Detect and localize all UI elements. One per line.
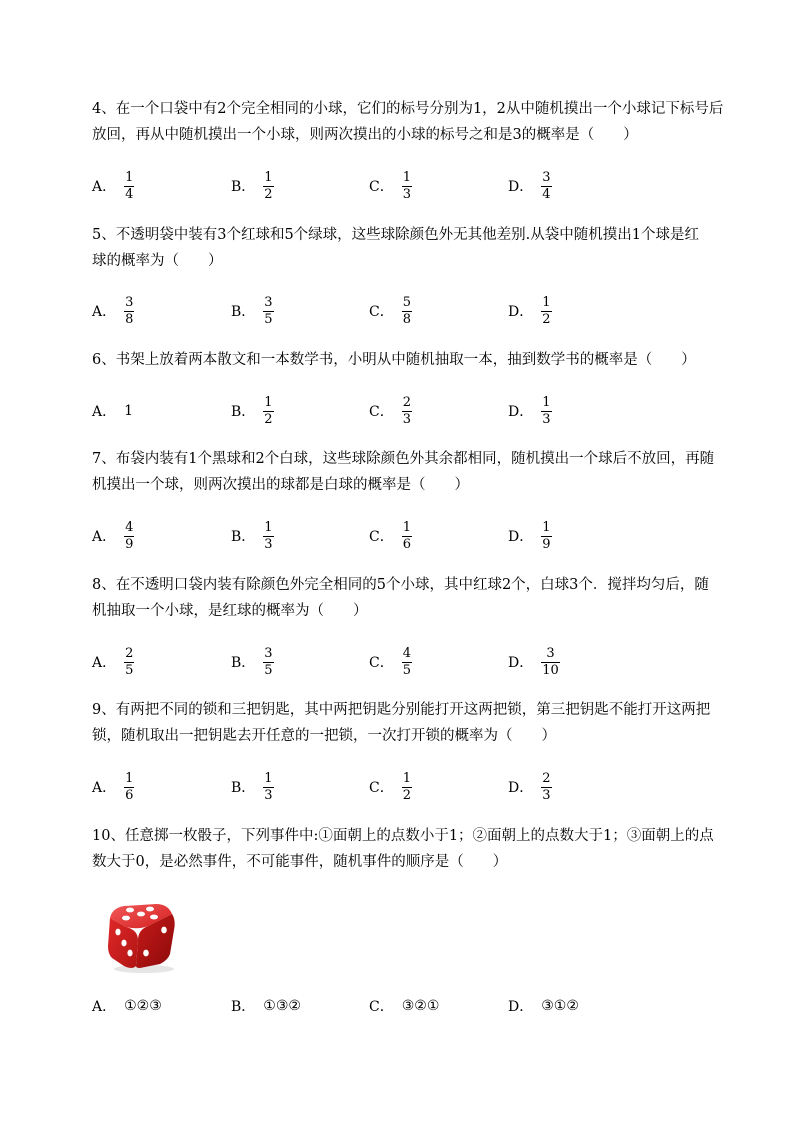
question-8-options xyxy=(92,642,712,682)
question-10-options xyxy=(92,986,712,1026)
question-4-line-2: 放回，再从中随机摸出一个小球，则两次摸出的小球的标号之和是3的概率是（ ） xyxy=(92,127,638,143)
option-a[interactable]: A． $\frac{1}{4}$ xyxy=(92,169,134,202)
fraction: $\frac{1}{2}$ xyxy=(264,169,273,202)
option-b[interactable]: B． $\frac{1}{3}$ xyxy=(231,519,273,552)
question-7-line-2: 机摸出一个球，则两次摸出的球都是白球的概率是（ ） xyxy=(92,477,469,493)
option-d[interactable]: D． $\frac{3}{10}$ xyxy=(508,645,559,678)
fraction: $\frac{2}{3}$ xyxy=(402,394,411,427)
question-6-line-1: 6、书架上放着两本散文和一本数学书，小明从中随机抽取一本，抽到数学书的概率是（ ） xyxy=(92,352,696,368)
question-6-options xyxy=(92,391,712,431)
option-a[interactable]: A． $\frac{3}{8}$ xyxy=(92,294,134,327)
question-9-line-2: 锁，随机取出一把钥匙去开任意的一把锁，一次打开锁的概率为（ ） xyxy=(92,728,556,744)
option-b[interactable]: B． $\frac{1}{2}$ xyxy=(231,169,273,202)
fraction: $\frac{2}{3}$ xyxy=(542,770,551,803)
option-d[interactable]: D． $\frac{1}{3}$ xyxy=(508,394,551,427)
dice-image xyxy=(104,900,180,974)
option-d[interactable]: D． $\frac{2}{3}$ xyxy=(508,770,551,803)
option-a[interactable]: A． $\frac{4}{9}$ xyxy=(92,519,134,552)
fraction: $\frac{3}{10}$ xyxy=(542,645,559,678)
question-8-line-2: 机抽取一个小球，是红球的概率为（ ） xyxy=(92,603,368,619)
fraction: $\frac{1}{2}$ xyxy=(264,394,273,427)
fraction: $\frac{2}{5}$ xyxy=(125,645,134,678)
option-c[interactable]: C． $\frac{2}{3}$ xyxy=(369,394,411,427)
fraction: $\frac{1}{3}$ xyxy=(402,169,411,202)
option-d[interactable]: D． $\frac{1}{9}$ xyxy=(508,519,551,552)
option-a[interactable]: A． 1 xyxy=(92,403,134,420)
question-5 xyxy=(92,222,752,274)
fraction: $\frac{1}{3}$ xyxy=(264,519,273,552)
fraction: $\frac{1}{4}$ xyxy=(125,169,134,202)
question-5-line-2: 球的概率为（ ） xyxy=(92,253,223,269)
question-5-options xyxy=(92,291,712,331)
question-9 xyxy=(92,697,752,749)
question-10-line-2: 数大于0，是必然事件，不可能事件，随机事件的顺序是（ ） xyxy=(92,854,508,870)
option-b[interactable]: B． $\frac{3}{5}$ xyxy=(231,294,273,327)
fraction: $\frac{1}{9}$ xyxy=(542,519,551,552)
fraction: $\frac{1}{2}$ xyxy=(402,770,411,803)
option-c[interactable]: C． $\frac{1}{3}$ xyxy=(369,169,411,202)
option-c[interactable]: C． ③②① xyxy=(369,998,440,1015)
fraction: $\frac{1}{3}$ xyxy=(542,394,551,427)
question-9-line-1: 9、有两把不同的锁和三把钥匙，其中两把钥匙分别能打开这两把锁，第三把钥匙不能打开这两把 xyxy=(92,702,711,718)
fraction: $\frac{3}{5}$ xyxy=(264,294,273,327)
option-c[interactable]: C． $\frac{1}{6}$ xyxy=(369,519,411,552)
fraction: $\frac{1}{6}$ xyxy=(402,519,411,552)
question-10-line-1: 10、任意掷一枚骰子，下列事件中:①面朝上的点数小于1；②面朝上的点数大于1；③面朝上的点 xyxy=(92,828,714,844)
fraction: $\frac{3}{5}$ xyxy=(264,645,273,678)
question-7-options xyxy=(92,516,712,556)
option-c[interactable]: C． $\frac{4}{5}$ xyxy=(369,645,411,678)
option-d[interactable]: D． $\frac{3}{4}$ xyxy=(508,169,551,202)
question-4 xyxy=(92,96,752,148)
fraction: $\frac{1}{3}$ xyxy=(264,770,273,803)
fraction: $\frac{1}{6}$ xyxy=(125,770,134,803)
option-d[interactable]: D． $\frac{1}{2}$ xyxy=(508,294,551,327)
option-d[interactable]: D． ③①② xyxy=(508,998,579,1015)
option-a[interactable]: A． $\frac{1}{6}$ xyxy=(92,770,134,803)
question-4-line-1: 4、在一个口袋中有2个完全相同的小球，它们的标号分别为1，2从中随机摸出一个小球记下标号后 xyxy=(92,101,724,117)
question-7-line-1: 7、布袋内装有1个黑球和2个白球，这些球除颜色外其余都相同，随机摸出一个球后不放回，再随 xyxy=(92,451,715,467)
fraction: $\frac{3}{4}$ xyxy=(542,169,551,202)
fraction: $\frac{5}{8}$ xyxy=(402,294,411,327)
fraction: $\frac{4}{9}$ xyxy=(125,519,134,552)
fraction: $\frac{1}{2}$ xyxy=(542,294,551,327)
question-8 xyxy=(92,572,752,624)
option-b[interactable]: B． $\frac{3}{5}$ xyxy=(231,645,273,678)
fraction: $\frac{3}{8}$ xyxy=(125,294,134,327)
question-5-line-1: 5、不透明袋中装有3个红球和5个绿球，这些球除颜色外无其他差别.从袋中随机摸出1个球是红 xyxy=(92,227,700,243)
option-a[interactable]: A． ①②③ xyxy=(92,998,162,1015)
option-b[interactable]: B． $\frac{1}{3}$ xyxy=(231,770,273,803)
question-6 xyxy=(92,347,752,373)
option-b[interactable]: B． ①③② xyxy=(231,998,301,1015)
question-7 xyxy=(92,446,752,498)
question-4-options xyxy=(92,166,712,206)
option-c[interactable]: C． $\frac{1}{2}$ xyxy=(369,770,411,803)
option-b[interactable]: B． $\frac{1}{2}$ xyxy=(231,394,273,427)
question-10 xyxy=(92,823,752,875)
fraction: $\frac{4}{5}$ xyxy=(402,645,411,678)
option-a[interactable]: A． $\frac{2}{5}$ xyxy=(92,645,134,678)
question-9-options xyxy=(92,767,712,807)
option-c[interactable]: C． $\frac{5}{8}$ xyxy=(369,294,411,327)
question-8-line-1: 8、在不透明口袋内装有除颜色外完全相同的5个小球，其中红球2个，白球3个．搅拌均匀后，随 xyxy=(92,577,709,593)
